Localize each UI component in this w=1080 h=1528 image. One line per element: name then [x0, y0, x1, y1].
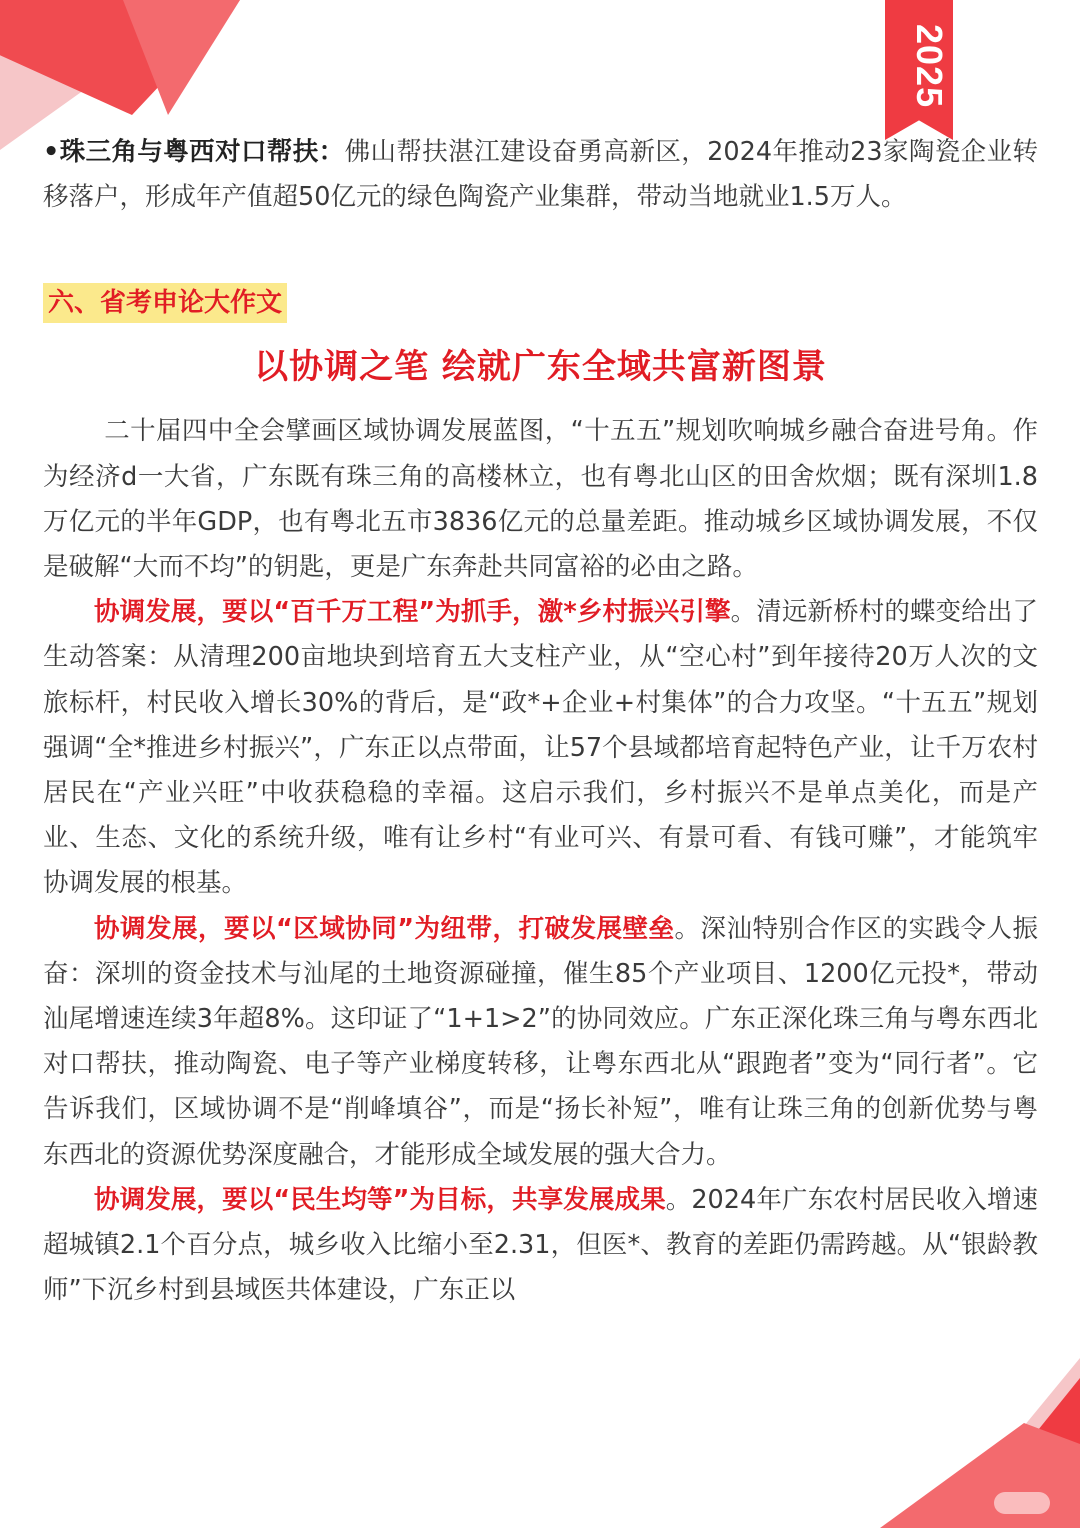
- essay-title: 以协调之笔 绘就广东全域共富新图景: [254, 347, 827, 388]
- year-badge: 2025: [909, 23, 950, 109]
- body-paragraph: [43, 1178, 1038, 1314]
- bullet-text: 佛山帮扶湛江建设奋勇高新区，2024年推动23家陶瓷企业转移落户，形成年产值超50亿元的绿色陶瓷产业集群，带动当地就业1.5万人。: [43, 137, 1038, 213]
- essay-body: [43, 409, 1038, 1313]
- body-paragraph: [43, 590, 1038, 906]
- paragraph-lead: 协调发展，要以“百千万工程”为抓手，激*乡村振兴引擎: [94, 597, 731, 628]
- page-content: [43, 130, 1038, 1313]
- bullet-paragraph: [43, 130, 1038, 220]
- intro-paragraph: 二十届四中全会擘画区域协调发展蓝图，“十五五”规划吹响城乡融合奋进号角。作为经济d一大省，广东既有珠三角的高楼林立，也有粤北山区的田舍炊烟；既有深圳1.8万亿元的半年GDP，也有粤北五市3836亿元的总量差距。推动城乡区域协调发展，不仅是破解“大而不均”的钥匙，更是广东奔赴共同富裕的必由之路。: [43, 416, 1038, 583]
- corner-decoration-bottom-right-accent: [880, 1423, 1080, 1528]
- watermark: [994, 1492, 1050, 1514]
- paragraph-text: 。深汕特别合作区的实践令人振奋：深圳的资金技术与汕尾的土地资源碰撞，催生85个产业项目、1200亿元投*，带动汕尾增速连续3年超8%。这印证了“1+1>2”的协同效应。广东正深化珠三角与粤东西北对口帮扶，推动陶瓷、电子等产业梯度转移，让粤东西北从“跟跑者”变为“同行者”。它告诉我们，区域协调不是“削峰填谷”，而是“扬长补短”，唯有让珠三角的创新优势与粤东西北的资源优势深度融合，才能形成全域发展的强大合力。: [43, 913, 1038, 1170]
- paragraph-lead: 协调发展，要以“民生均等”为目标，共享发展成果: [94, 1184, 666, 1215]
- section-heading: 六、省考申论大作文: [43, 283, 287, 323]
- paragraph-text: 。清远新桥村的蝶变给出了生动答案：从清理200亩地块到培育五大支柱产业，从“空心村”到年接待20万人次的文旅标杆，村民收入增长30%的背后，是“政*+企业+村集体”的合力攻坚。“十五五”规划强调“全*推进乡村振兴”，广东正以点带面，让57个县域都培育起特色产业，让千万农村居民在“产业兴旺”中收获稳稳的幸福。这启示我们，乡村振兴不是单点美化，而是产业、生态、文化的系统升级，唯有让乡村“有业可兴、有景可看、有钱可赚”，才能筑牢协调发展的根基。: [43, 597, 1038, 899]
- paragraph-text: 。2024年广东农村居民收入增速超城镇2.1个百分点，城乡收入比缩小至2.31，但医*、教育的差距仍需跨越。从“银龄教师”下沉乡村到县域医共体建设，广东正以: [43, 1184, 1038, 1306]
- bullet-label: •珠三角与粤西对口帮扶：: [43, 137, 345, 167]
- paragraph-lead: 协调发展，要以“区域协同”为纽带，打破发展壁垒: [94, 913, 675, 944]
- body-paragraph: [43, 907, 1038, 1178]
